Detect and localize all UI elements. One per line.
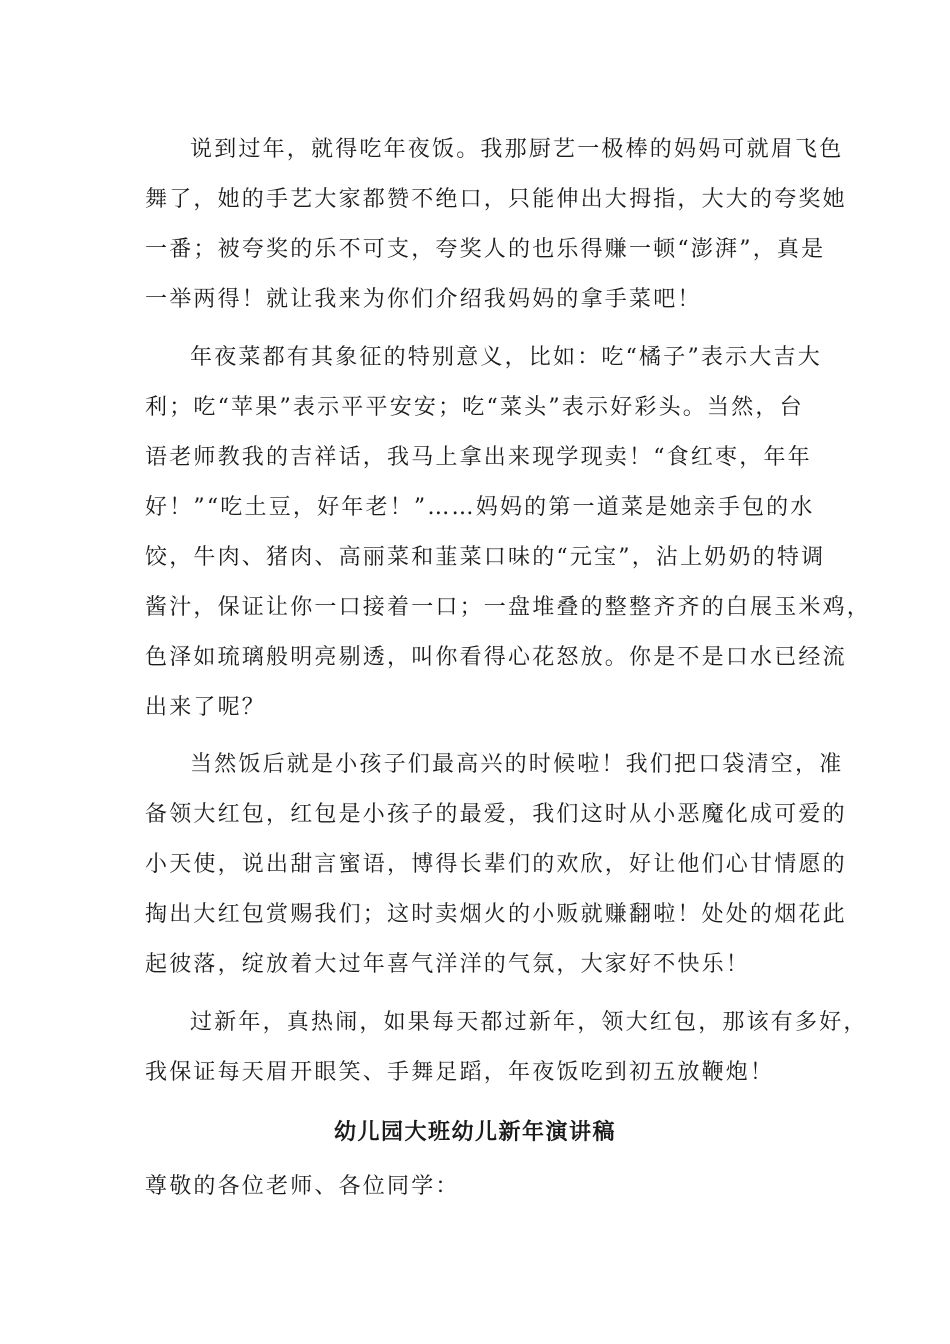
- text-line: 说到过年，就得吃年夜饭。我那厨艺一极棒的妈妈可就眉飞色: [190, 137, 844, 162]
- text-line: 出来了呢？: [145, 695, 267, 720]
- text-line: 酱汁，保证让你一口接着一口；一盘堆叠的整整齐齐的白展玉米鸡，: [145, 595, 872, 620]
- text-line: 掏出大红包赏赐我们；这时卖烟火的小贩就赚翻啦！处处的烟花此: [145, 902, 847, 927]
- salutation: 尊敬的各位老师、各位同学：: [145, 1174, 460, 1199]
- text-line: 年夜菜都有其象征的特别意义，比如：吃“橘子”表示大吉大: [190, 345, 822, 370]
- text-line: 舞了，她的手艺大家都赞不绝口，只能伸出大拇指，大大的夸奖她: [145, 187, 847, 212]
- text-line: 好！”“吃土豆，好年老！”……妈妈的第一道菜是她亲手包的水: [145, 495, 815, 520]
- text-line: 色泽如琉璃般明亮剔透，叫你看得心花怒放。你是不是口水已经流: [145, 645, 847, 670]
- text-line: 当然饭后就是小孩子们最高兴的时候啦！我们把口袋清空，准: [190, 752, 844, 777]
- text-line: 一举两得！就让我来为你们介绍我妈妈的拿手菜吧！: [145, 287, 702, 312]
- text-line: 饺，牛肉、猪肉、高丽菜和韮菜口味的“元宝”，沾上奶奶的特调: [145, 545, 826, 570]
- text-line: 起彼落，绽放着大过年喜气洋洋的气氛，大家好不快乐！: [145, 952, 751, 977]
- text-line: 小天使，说出甜言蜜语，博得长辈们的欢欣，好让他们心甘情愿的: [145, 852, 847, 877]
- speech-title: 幼儿园大班幼儿新年演讲稿: [333, 1119, 616, 1145]
- text-line: 备领大红包，红包是小孩子的最爱，我们这时从小恶魔化成可爱的: [145, 802, 847, 827]
- text-line: 一番；被夸奖的乐不可支，夸奖人的也乐得赚一顿“澎湃”，真是: [145, 237, 826, 262]
- text-line: 利；吃“苹果”表示平平安安；吃“菜头”表示好彩头。当然，台: [145, 395, 804, 420]
- text-line: 语老师教我的吉祥话，我马上拿出来现学现卖！“食红枣，年年: [145, 445, 812, 470]
- text-line: 过新年，真热闹，如果每天都过新年，领大红包，那该有多好，: [190, 1010, 868, 1035]
- text-line: 我保证每天眉开眼笑、手舞足蹈，年夜饭吃到初五放鞭炮！: [145, 1060, 775, 1085]
